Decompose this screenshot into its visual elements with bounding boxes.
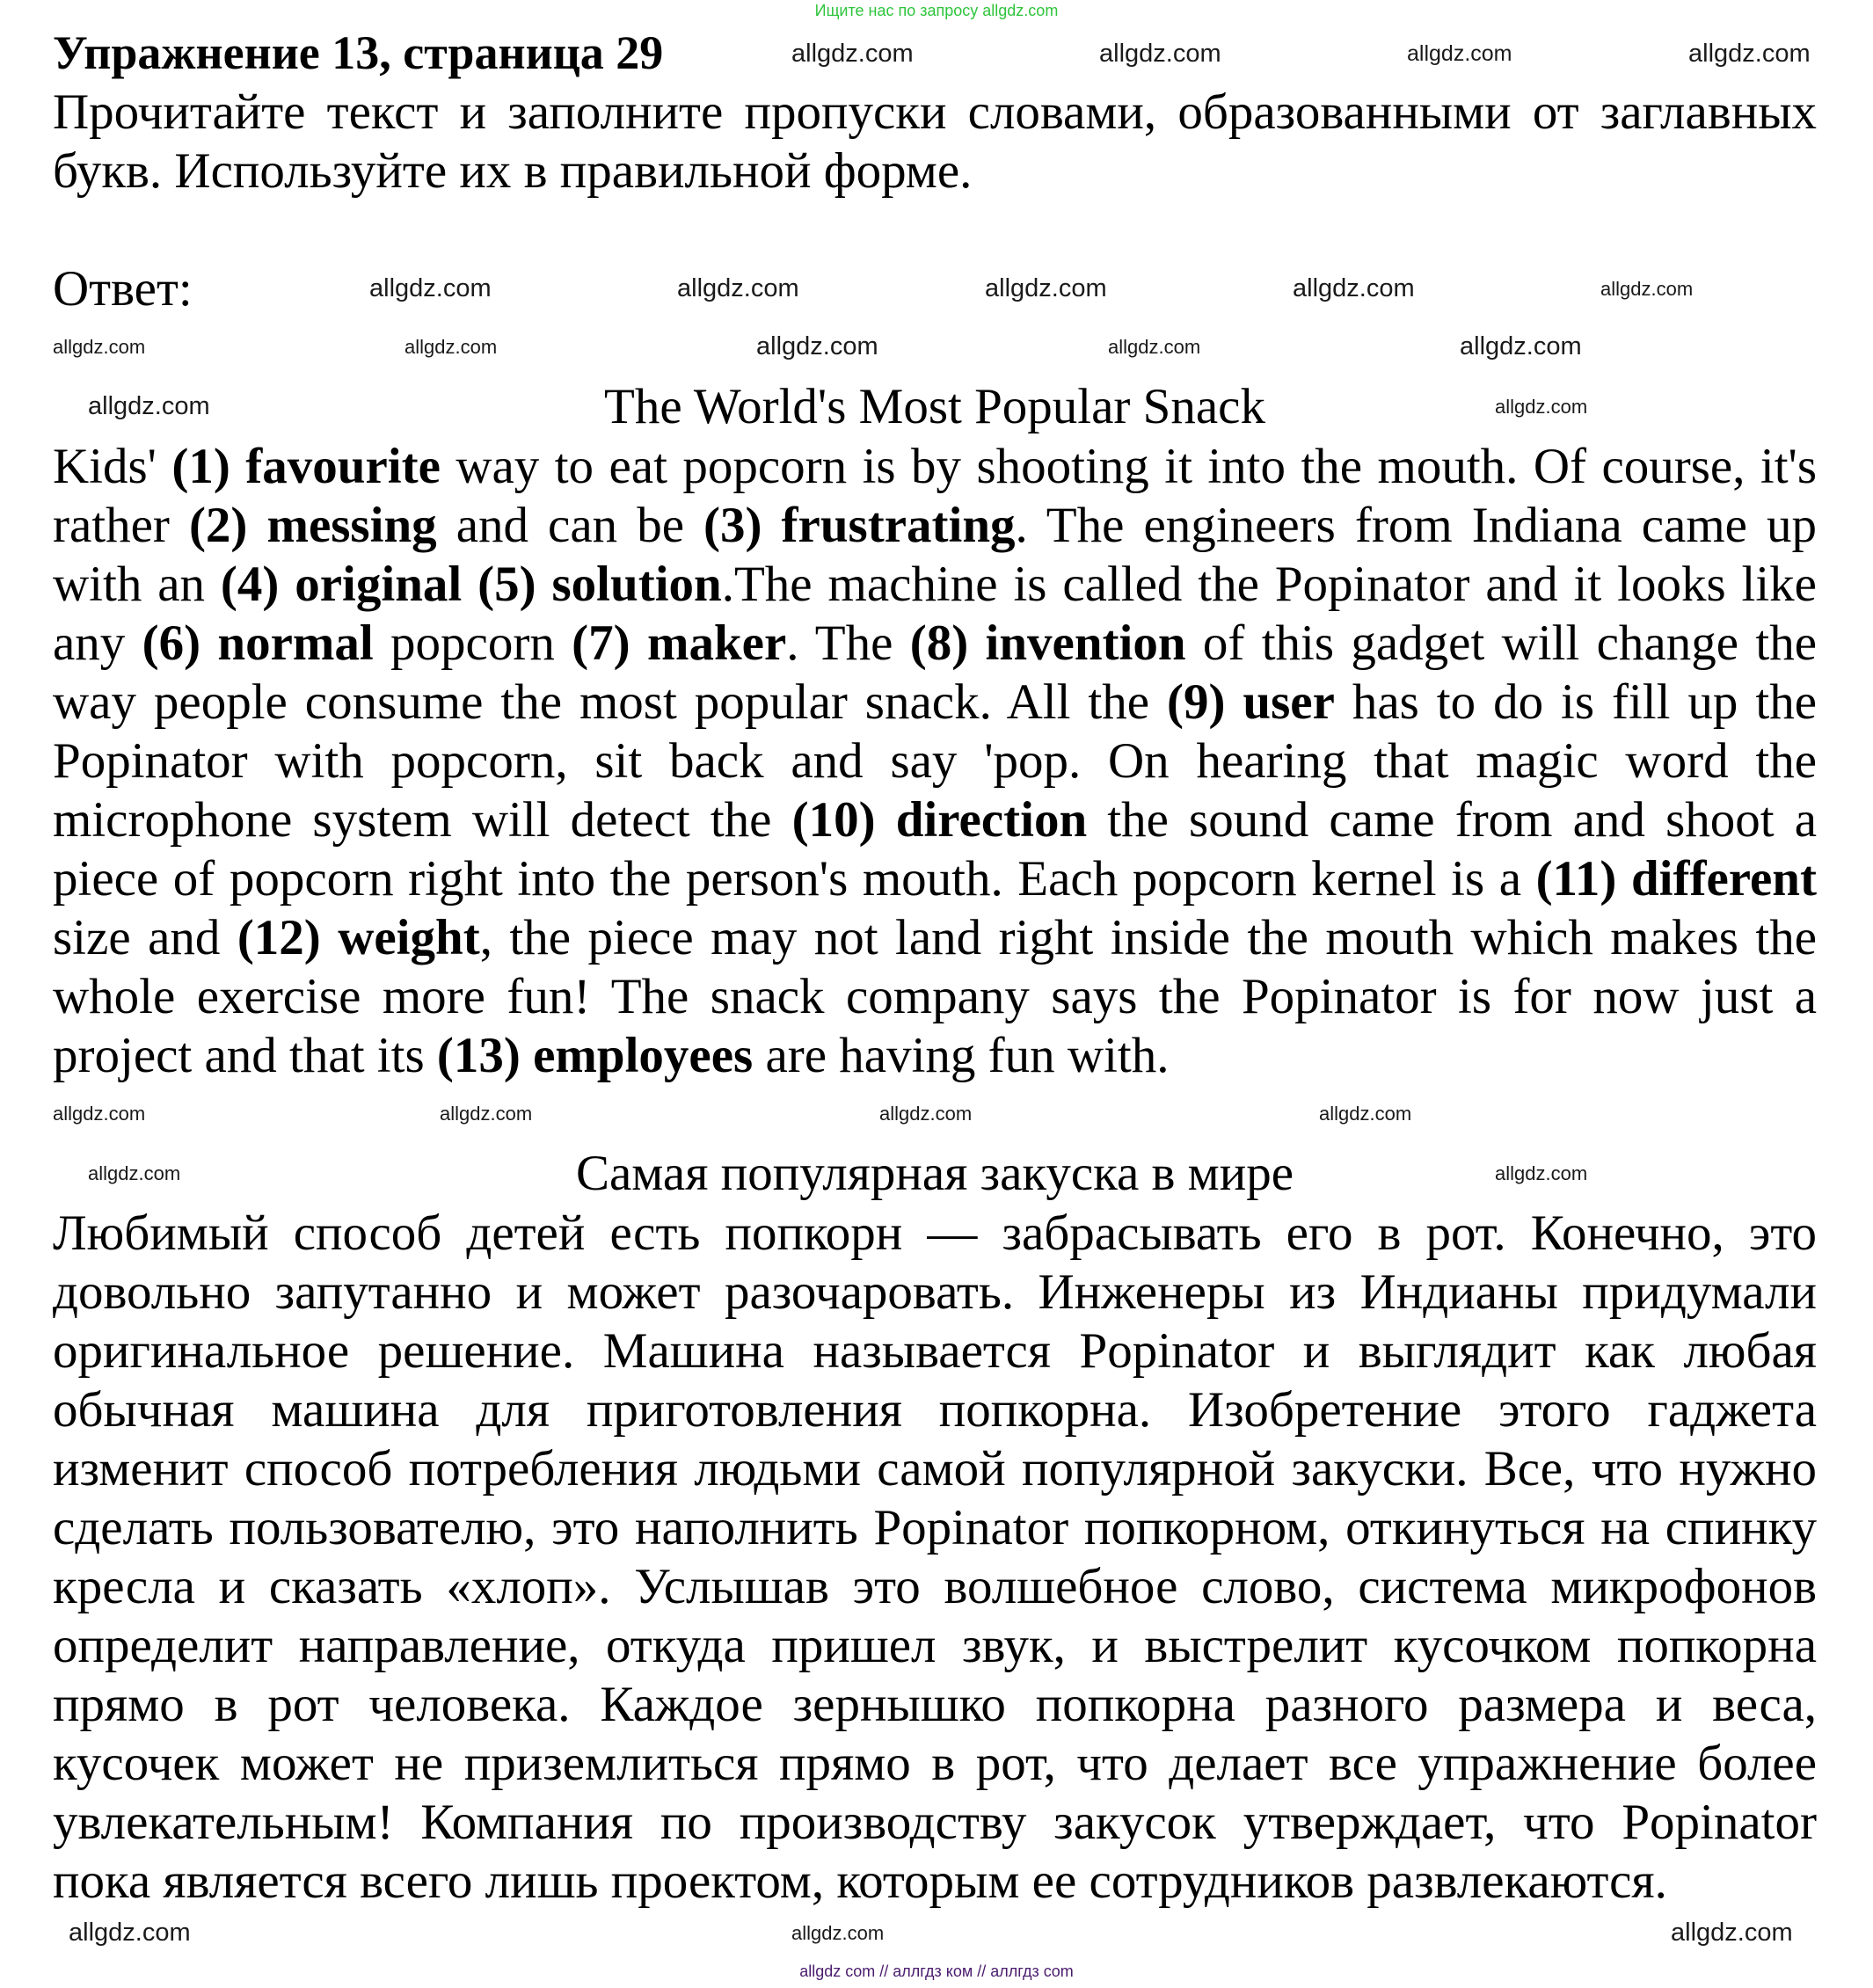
text-segment: way to eat popcorn is by shooting it into the mouth. Of course, it's (440, 439, 1818, 494)
text-segment: . The (786, 615, 910, 671)
text-segment: Popinator with popcorn, sit back and say 'pop. On hearing that magic word the (53, 733, 1817, 789)
answer-word: (1) favourite (171, 439, 441, 494)
text-line (53, 1734, 1817, 1793)
text-segment: . The engineers from Indiana came up (1015, 498, 1817, 553)
text-segment: has to do is fill up the (1334, 674, 1818, 730)
text-segment: оригинальное решение. Машина называется Popinator и выглядит как любая (53, 1323, 1817, 1379)
watermark: allgdz.com (1688, 40, 1811, 68)
answer-label: Ответ: (53, 261, 193, 317)
text-segment: обычная машина для приготовления попкорна. Изобретение этого гаджета (53, 1382, 1817, 1438)
answer-word: (4) original (5) solution (220, 557, 722, 612)
text-segment: кресла и сказать «хлоп». Услышав это волшебное слово, система микрофонов (53, 1559, 1817, 1614)
instruction-line: букв. Используйте их в правильной форме. (53, 143, 973, 199)
text-segment: .The machine is called the Popinator and it looks like (721, 557, 1817, 612)
russian-text (53, 1204, 1817, 1911)
search-banner: Ищите нас по запросу allgdz.com (814, 2, 1059, 19)
text-line (53, 908, 1817, 967)
watermark: allgdz.com (88, 1162, 181, 1184)
text-line (53, 1616, 1817, 1675)
text-line (53, 967, 1817, 1026)
watermark: allgdz.com (879, 1103, 973, 1125)
text-line (53, 437, 1817, 496)
text-line (53, 614, 1817, 673)
text-segment: , the piece may not land right inside the mouth which makes the (479, 910, 1817, 965)
text-segment: of this gadget will change the (1185, 615, 1817, 671)
english-title: The World's Most Popular Snack (604, 379, 1265, 434)
text-segment: piece of popcorn right into the person's mouth. Each popcorn kernel is a (53, 851, 1536, 907)
text-segment: way people consume the most popular snack. All the (53, 674, 1168, 730)
text-line (53, 673, 1817, 732)
text-line (53, 849, 1817, 908)
text-segment: size and (53, 910, 237, 965)
answer-word: (2) messing (188, 498, 437, 553)
watermark: allgdz.com (53, 336, 146, 358)
text-line (53, 555, 1817, 614)
text-segment: пока является всего лишь проектом, которым ее сотрудников развлекаются. (53, 1853, 1667, 1909)
text-segment: прямо в рот человека. Каждое зернышко попкорна разного размера и веса, (53, 1677, 1817, 1732)
watermark: allgdz.com (791, 40, 914, 68)
answer-word: (9) user (1167, 674, 1335, 730)
text-segment: Kids' (53, 439, 172, 494)
watermark: allgdz.com (53, 1103, 146, 1125)
watermark: allgdz.com (677, 274, 799, 302)
answer-word: (3) frustrating (703, 498, 1016, 553)
text-segment: кусочек может не приземлиться прямо в рот, что делает все упражнение более (53, 1736, 1817, 1791)
text-segment: project and that its (53, 1028, 437, 1083)
text-line (53, 1322, 1817, 1380)
text-segment: and can be (436, 498, 704, 553)
text-line (53, 496, 1817, 555)
text-segment: whole exercise more fun! The snack company says the Popinator is for now just a (53, 969, 1817, 1024)
answer-word: (6) normal (142, 615, 374, 671)
text-segment: popcorn (373, 615, 572, 671)
text-segment: изменит способ потребления людьми самой популярной закуски. Все, что нужно (53, 1441, 1817, 1496)
watermark: allgdz.com (1108, 336, 1201, 358)
watermark: allgdz.com (1495, 396, 1588, 418)
text-line (53, 1439, 1817, 1498)
text-segment: сделать пользователю, это наполнить Popinator попкорном, откинуться на спинку (53, 1500, 1817, 1555)
text-line (53, 1852, 1817, 1911)
text-segment: the sound came from and shoot a (1087, 792, 1818, 848)
text-line (53, 1675, 1817, 1734)
watermark: allgdz.com (88, 392, 210, 420)
watermark: allgdz.com (1671, 1919, 1793, 1947)
answer-word: (12) weight (237, 910, 480, 965)
instruction (53, 83, 1817, 200)
watermark: allgdz.com (69, 1919, 191, 1947)
text-segment: with an (53, 557, 221, 612)
text-segment: any (53, 615, 142, 671)
watermark: allgdz.com (1460, 332, 1582, 360)
watermark: allgdz.com (985, 274, 1107, 302)
watermark: allgdz.com (1407, 41, 1512, 66)
watermark: allgdz.com (1495, 1162, 1588, 1184)
russian-title: Самая популярная закуска в мире (575, 1146, 1294, 1201)
text-segment: Любимый способ детей есть попкорн — забрасывать его в рот. Конечно, это (53, 1205, 1817, 1261)
answer-word: (11) different (1535, 851, 1817, 907)
text-segment: довольно запутанно и может разочаровать. Инженеры из Индианы придумали (53, 1264, 1817, 1320)
text-line (53, 790, 1817, 849)
text-line (53, 1263, 1817, 1322)
text-line (53, 1026, 1817, 1085)
text-segment: microphone system will detect the (53, 792, 792, 848)
english-text (53, 437, 1817, 1085)
exercise-heading: Упражнение 13, страница 29 (53, 26, 664, 79)
watermark: allgdz.com (369, 274, 492, 302)
text-segment: увлекательным! Компания по производству закусок утверждает, что Popinator (53, 1795, 1817, 1850)
watermark: allgdz.com (791, 1922, 885, 1944)
footer-links: allgdz com // аллгдз ком // аллгдз com (799, 1963, 1074, 1980)
watermark: allgdz.com (756, 332, 878, 360)
instruction-line: Прочитайте текст и заполните пропуски словами, образованными от заглавных (53, 84, 1817, 140)
text-line (53, 1498, 1817, 1557)
text-line (53, 732, 1817, 790)
watermark: allgdz.com (404, 336, 498, 358)
watermark: allgdz.com (1600, 278, 1694, 300)
answer-word: (13) employees (436, 1028, 754, 1083)
text-line (53, 1557, 1817, 1616)
text-line (53, 1204, 1817, 1263)
text-segment: определит направление, откуда пришел звук, и выстрелит кусочком попкорна (53, 1618, 1817, 1673)
text-segment: are having fun with. (753, 1028, 1170, 1083)
watermark: allgdz.com (1319, 1103, 1412, 1125)
answer-word: (10) direction (791, 792, 1088, 848)
answer-word: (7) maker (572, 615, 787, 671)
text-line (53, 1380, 1817, 1439)
text-segment: rather (53, 498, 189, 553)
watermark: allgdz.com (1099, 40, 1221, 68)
answer-word: (8) invention (909, 615, 1186, 671)
watermark: allgdz.com (1293, 274, 1415, 302)
text-line (53, 1793, 1817, 1852)
watermark: allgdz.com (440, 1103, 533, 1125)
